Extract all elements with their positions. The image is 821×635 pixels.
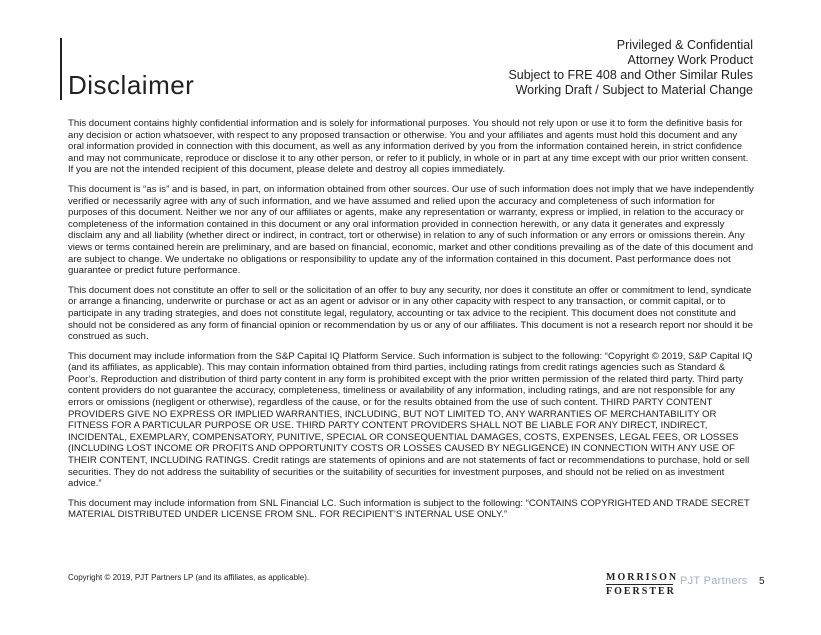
notice-line-work-product: Attorney Work Product <box>627 53 753 67</box>
mofo-line-foerster: FOERSTER <box>606 586 676 597</box>
paragraph-sp-capital-iq: This document may include information from the S&P Capital IQ Platform Service. Such information is subject to the following: “Copyright © 2019, S&P Capital IQ (and its affiliates, as applicable). This may contain information obtained from third parties, including ratings from credit ratings agencies such as Standard & Poor’s. Reproduction and distribution of third party content in any form is prohibited except with the prior written permission of the related third party. Third party content providers do not guarantee the accuracy, completeness, timeliness or availability of any information, including ratings, and are not responsible for any errors or omissions (negligent or otherwise), regardless of the cause, or for the results obtained from the use of such content. THIRD PARTY CONTENT PROVIDERS GIVE NO EXPRESS OR IMPLIED WARRANTIES, INCLUDING, BUT NOT LIMITED TO, ANY WARRANTIES OF MERCHANTABILITY OR FITNESS FOR A PARTICULAR PURPOSE OR USE. THIRD PARTY CONTENT PROVIDERS SHALL NOT BE LIABLE FOR ANY DIRECT, INDIRECT, INCIDENTAL, EXEMPLARY, COMPENSATORY, PUNITIVE, SPECIAL OR CONSEQUENTIAL DAMAGES, COSTS, EXPENSES, LEGAL FEES, OR LOSSES (INCLUDING LOST INCOME OR PROFITS AND OPPORTUNITY COSTS OR LOSSES CAUSED BY NEGLIGENCE) IN CONNECTION WITH ANY USE OF THEIR CONTENT, INCLUDING RATINGS. Credit ratings are statements of opinions and are not statements of fact or recommendations to purchase, hold or sell securities. They do not address the suitability of securities or the suitability of securities for investment purposes, and should not be relied on as investment advice.” <box>68 350 753 490</box>
morrison-foerster-logo <box>606 572 678 597</box>
page-number: 5 <box>759 576 765 587</box>
disclaimer-body <box>68 118 754 529</box>
notice-line-fre-408: Subject to FRE 408 and Other Similar Rules <box>508 68 753 82</box>
confidentiality-notice <box>508 38 753 98</box>
notice-line-working-draft: Working Draft / Subject to Material Change <box>515 83 753 97</box>
paragraph-snl-financial: This document may include information from SNL Financial LC. Such information is subject to the following: “CONTAINS COPYRIGHTED AND TRADE SECRET MATERIAL DISTRIBUTED UNDER LICENSE FROM SNL. FOR RECIPIENT’S INTERNAL USE ONLY.” <box>68 497 750 521</box>
paragraph-no-offer: This document does not constitute an offer to sell or the solicitation of an offer to buy any security, nor does it constitute an offer or commitment to lend, syndicate or arrange a financing, underwrite or purchase or act as an agent or advisor or in any other capacity with respect to any transaction, or commit capital, or to participate in any trading strategies, and does not constitute legal, regulatory, accounting or tax advice to the recipient. This document does not constitute and should not be considered as any form of financial opinion or recommendation by us or any of our affiliates. This document is not a research report nor should it be construed as such. <box>68 284 753 343</box>
paragraph-confidentiality: This document contains highly confidential information and is solely for informational purposes. You should not rely upon or use it to form the definitive basis for any decision or action whatsoever, with respect to any proposed transaction or otherwise. You and your affiliates and agents must hold this document and any oral information provided in connection with this document, as well as any information derived by you from the information contained herein, in strict confidence and may not communicate, reproduce or disclose it to any other person, or refer to it publicly, in whole or in part at any time except with our prior written consent. If you are not the intended recipient of this document, please delete and destroy all copies immediately. <box>68 118 749 176</box>
title-accent-bar <box>60 38 62 100</box>
notice-line-privileged: Privileged & Confidential <box>616 38 753 52</box>
footer-copyright: Copyright © 2019, PJT Partners LP (and its affiliates, as applicable). <box>68 573 310 582</box>
pjt-partners-logo: PJT Partners <box>680 575 748 587</box>
paragraph-as-is: This document is “as is” and is based, in part, on information obtained from other sources. Our use of such information does not imply that we have independently verified or necessarily agree with any of such information, and we have assumed and relied upon the accuracy and completeness of such information for purposes of this document. Neither we nor any of our affiliates or agents, make any representation or warranty, express or implied, in relation to the accuracy or completeness of the information contained in this document or any oral information provided in connection herewith, or any data it generates and expressly disclaim any and all liability (whether direct or indirect, in contract, tort or otherwise) in relation to any of such information or any errors or omissions therein. Any views or terms contained herein are preliminary, and are based on financial, economic, market and other conditions prevailing as of the date of this document and are subject to change. We undertake no obligations or responsibility to update any of the information contained in this document. Past performance does not guarantee or predict future performance. <box>68 183 754 277</box>
mofo-line-morrison: MORRISON <box>606 572 679 583</box>
mofo-rule <box>606 584 673 585</box>
page-title: Disclaimer <box>68 70 195 100</box>
